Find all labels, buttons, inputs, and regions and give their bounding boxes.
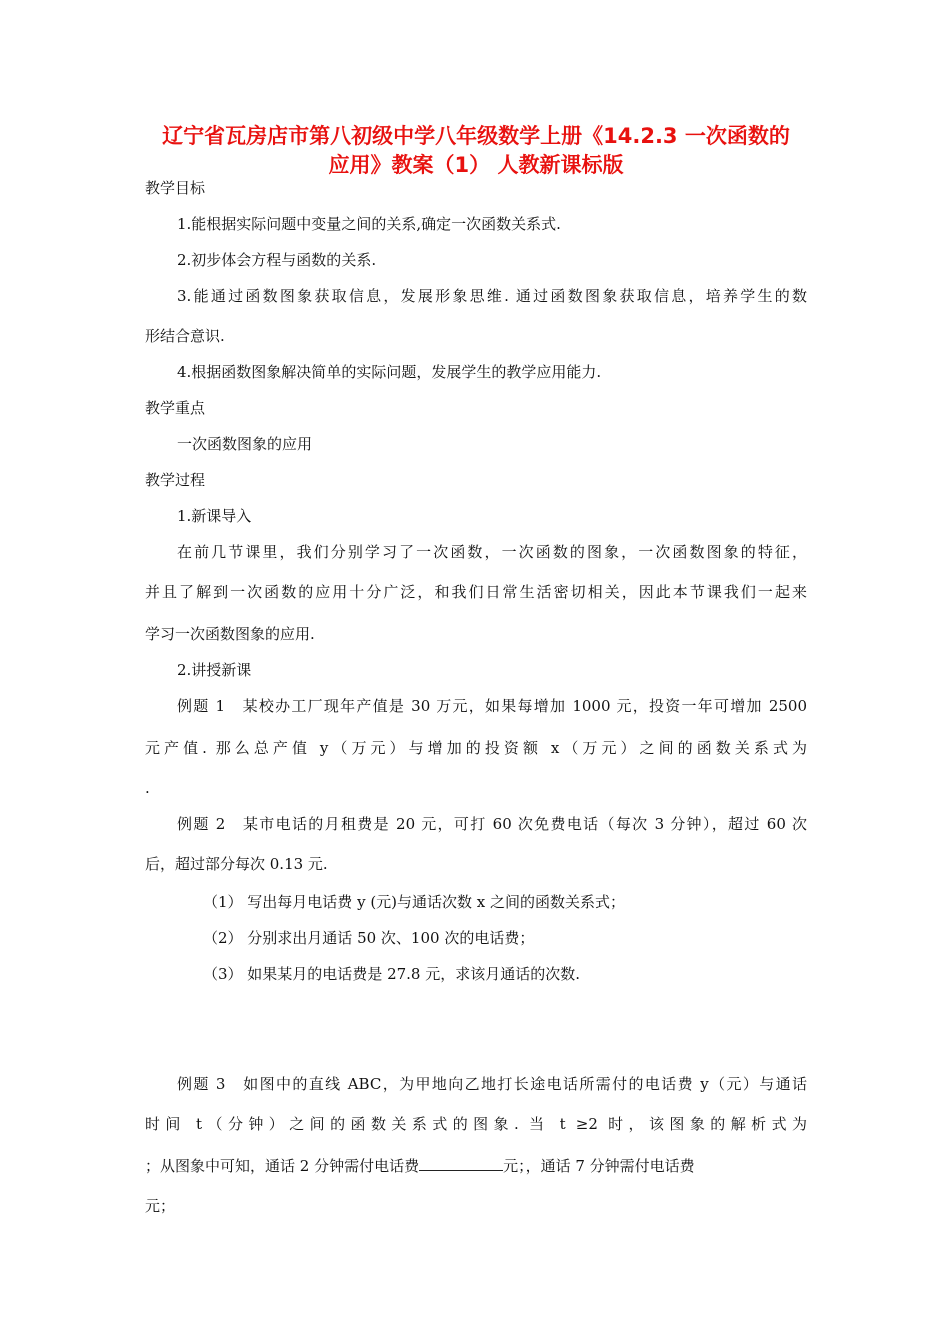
example-2-question-2: （2） 分别求出月通话 50 次、100 次的电话费； bbox=[203, 929, 535, 947]
answer-blank bbox=[419, 1156, 503, 1171]
intro-paragraph-line-1: 在前几节课里，我们分别学习了一次函数，一次函数的图象，一次函数图象的特征， bbox=[177, 543, 807, 561]
example-1-line-3: . bbox=[145, 779, 150, 797]
goal-item-2: 2.初步体会方程与函数的关系. bbox=[177, 251, 377, 269]
intro-paragraph-line-2: 并且了解到一次函数的应用十分广泛，和我们日常生活密切相关，因此本节课我们一起来 bbox=[145, 583, 807, 601]
goal-item-4: 4.根据函数图象解决简单的实际问题，发展学生的教学应用能力. bbox=[177, 363, 602, 381]
document-title-line-1: 辽宁省瓦房店市第八初级中学八年级数学上册《14.2.3 一次函数的 bbox=[162, 124, 790, 148]
example-2-question-3: （3） 如果某月的电话费是 27.8 元，求该月通话的次数. bbox=[203, 965, 581, 983]
example-3-line-3 bbox=[145, 1156, 695, 1176]
example-2-line-2: 后，超过部分每次 0.13 元. bbox=[145, 855, 328, 873]
key-point-item: 一次函数图象的应用 bbox=[177, 435, 313, 453]
example-2-line-1: 例题 2 某市电话的月租费是 20 元，可打 60 次免费电话（每次 3 分钟），超过 60 次 bbox=[177, 815, 807, 833]
example-3-line-3-part-1: ；从图象中可知，通话 2 分钟需付电话费 bbox=[145, 1157, 420, 1175]
example-3-line-2: 时间 t（分钟）之间的函数关系式的图象. 当 t ≥2 时，该图象的解析式为 bbox=[145, 1115, 807, 1133]
section-heading-key-points: 教学重点 bbox=[145, 399, 206, 417]
section-heading-goals: 教学目标 bbox=[145, 179, 206, 197]
example-1-line-1: 例题 1 某校办工厂现年产值是 30 万元，如果每增加 1000 元，投资一年可增加 2500 bbox=[177, 697, 807, 715]
example-1-line-2: 元产值. 那么总产值 y（万元）与增加的投资额 x（万元）之间的函数关系式为 bbox=[145, 739, 807, 757]
goal-item-3-continued: 形结合意识. bbox=[145, 327, 225, 345]
process-step-1: 1.新课导入 bbox=[177, 507, 252, 525]
document-title-line-2: 应用》教案（1） 人教新课标版 bbox=[328, 153, 624, 177]
example-2-question-1: （1） 写出每月电话费 y (元)与通话次数 x 之间的函数关系式； bbox=[203, 893, 626, 911]
goal-item-1: 1.能根据实际问题中变量之间的关系,确定一次函数关系式. bbox=[177, 215, 561, 233]
example-3-line-1: 例题 3 如图中的直线 ABC，为甲地向乙地打长途电话所需付的电话费 y（元）与通话 bbox=[177, 1075, 807, 1093]
example-3-line-3-part-2: 元；，通话 7 分钟需付电话费 bbox=[503, 1157, 695, 1175]
process-step-2: 2.讲授新课 bbox=[177, 661, 252, 679]
goal-item-3: 3.能通过函数图象获取信息，发展形象思维. 通过函数图象获取信息，培养学生的数 bbox=[177, 287, 807, 305]
intro-paragraph-line-3: 学习一次函数图象的应用. bbox=[145, 625, 315, 643]
section-heading-process: 教学过程 bbox=[145, 471, 206, 489]
example-3-line-4: 元； bbox=[145, 1197, 176, 1215]
